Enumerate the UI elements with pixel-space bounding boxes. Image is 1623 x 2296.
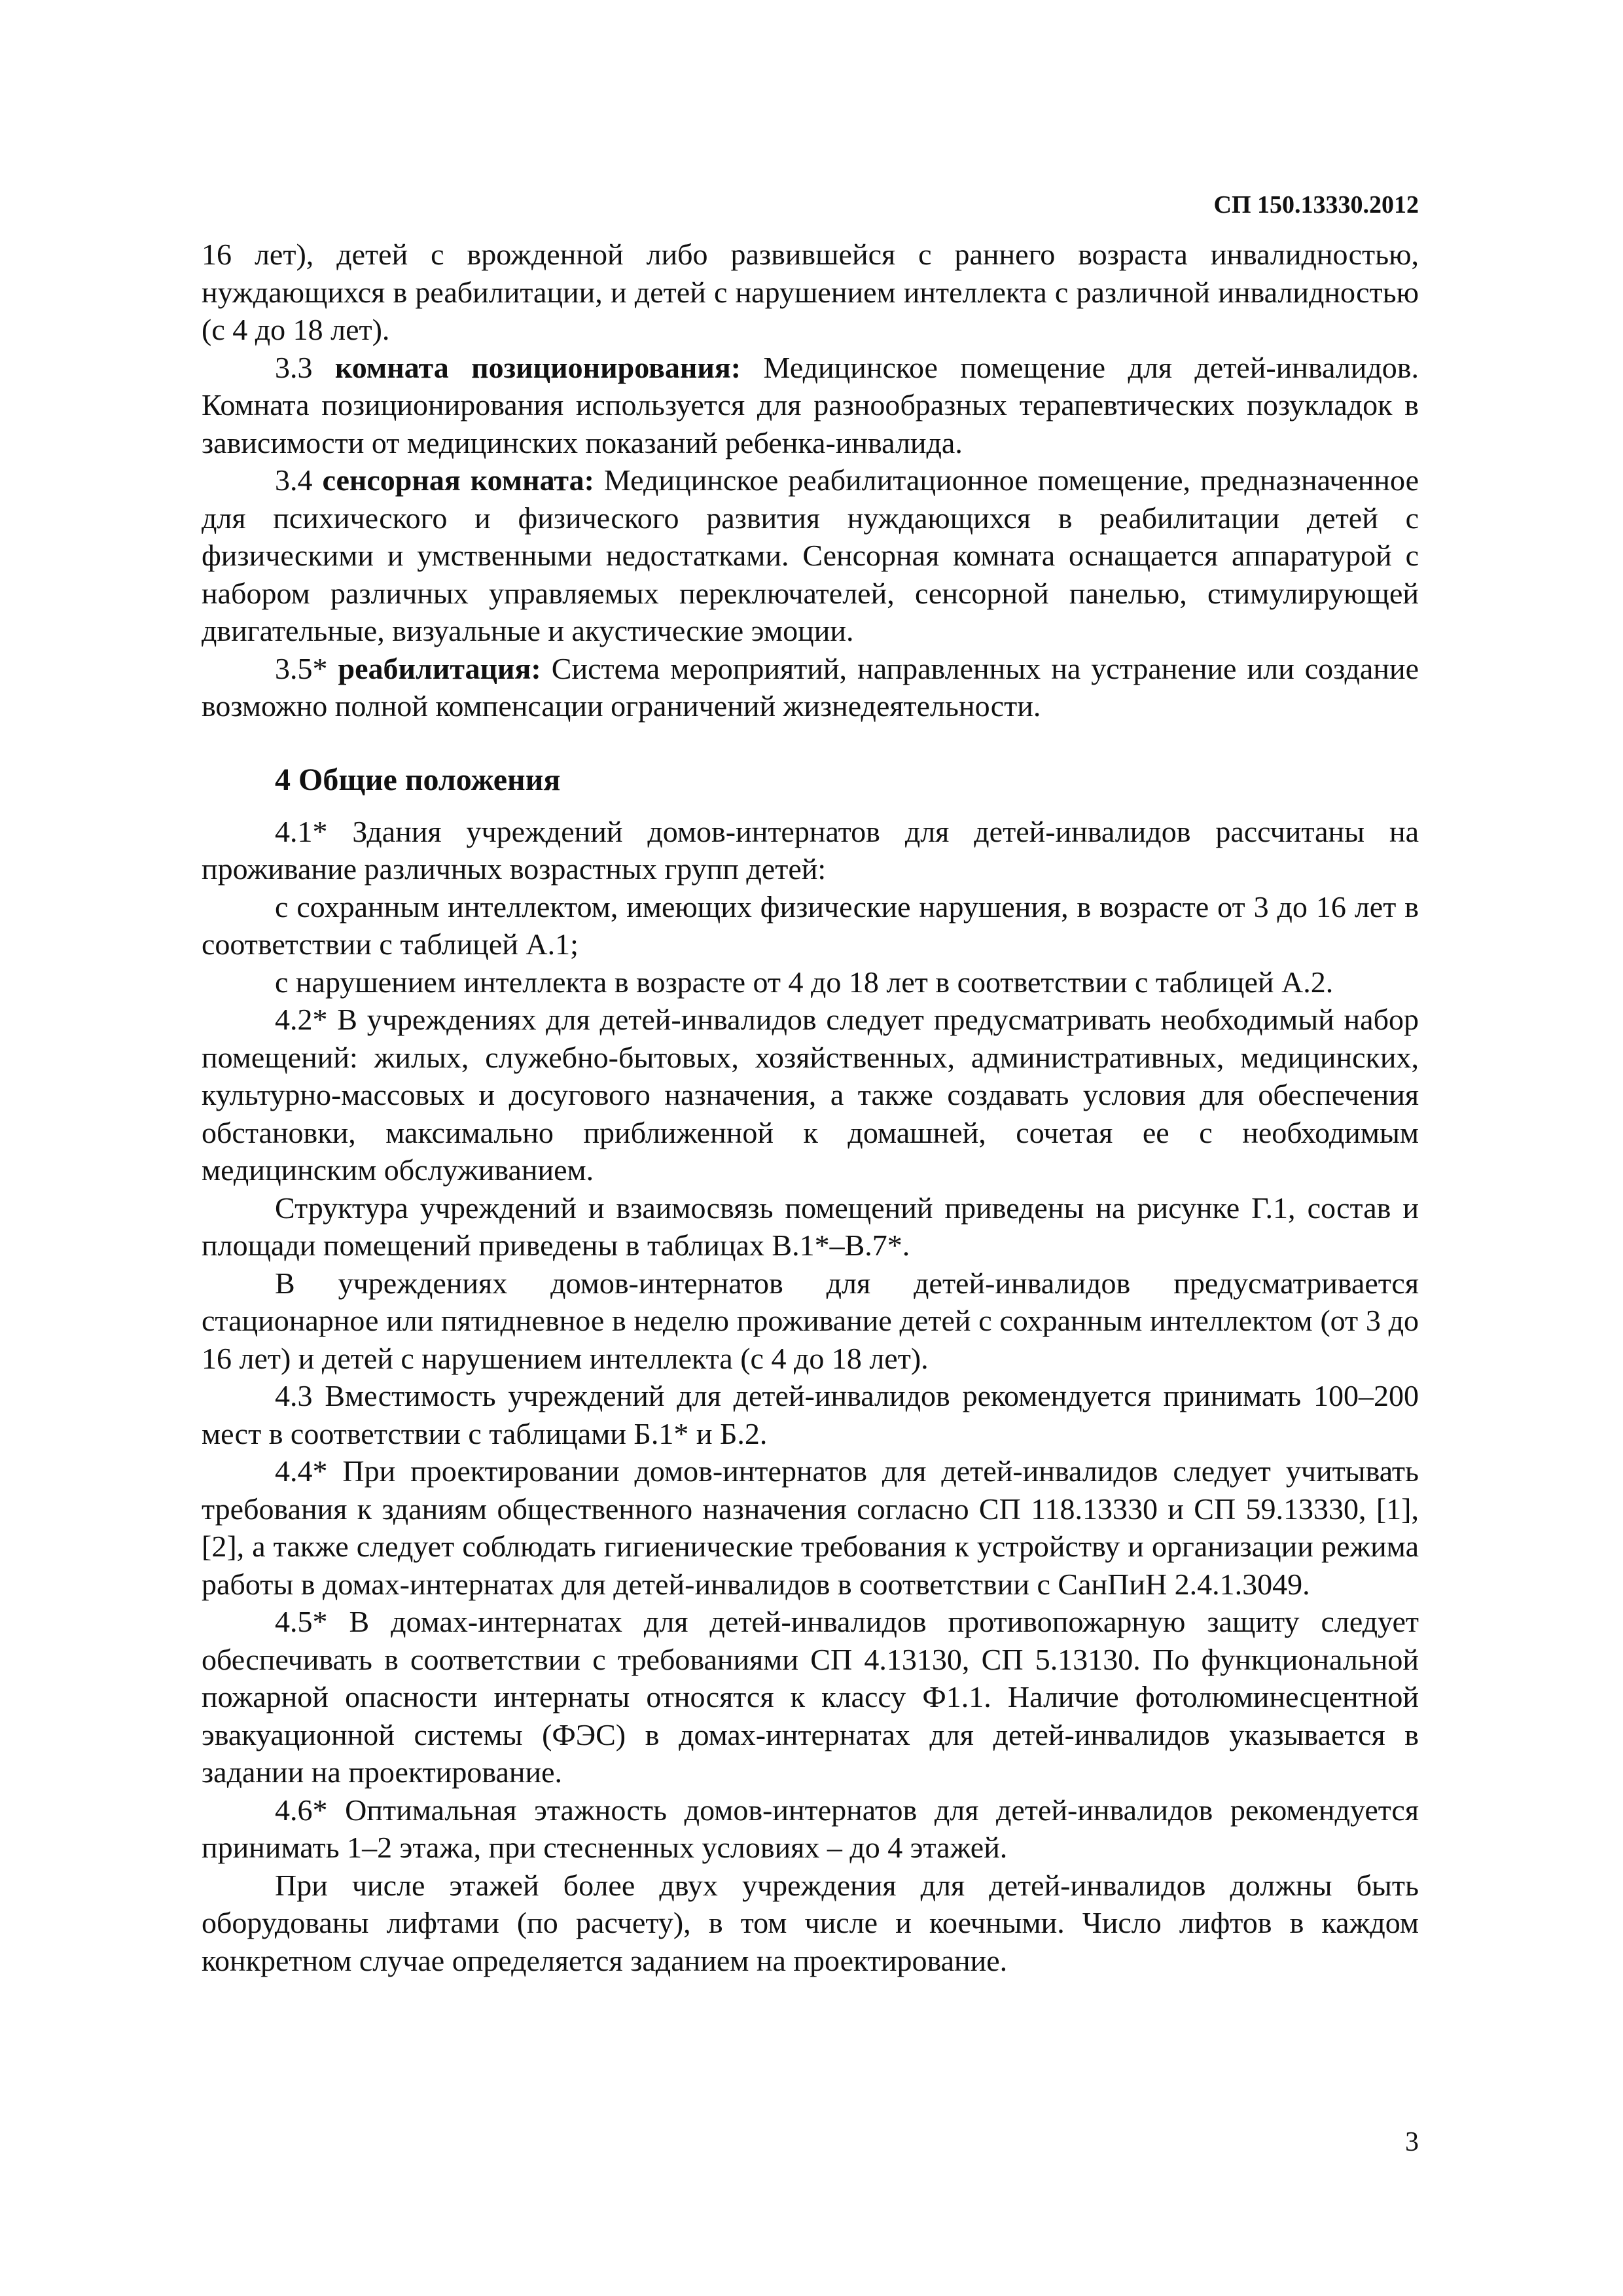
term-title: сенсорная комната: bbox=[322, 463, 594, 497]
term-3-3 bbox=[202, 349, 1419, 462]
term-definition: Медицинское реабилитационное помещение, предназначенное для психического и физического развития нуждающихся в реабилитации детей с физическими и умственными недостатками. Сенсорная комната оснащается аппаратурой с набором различных управляемых переключателей, сенсорной панелью, стимулирующей двигательные, визуальные и акустические эмоции. bbox=[202, 463, 1419, 647]
paragraph-elevators: При числе этажей более двух учреждения для детей-инвалидов должны быть оборудованы лифтами (по расчету), в том числе и коечными. Число лифтов в каждом конкретном случае определяется заданием на проектирование. bbox=[202, 1868, 1419, 1977]
term-definition: Медицинское помещение для детей-инвалидов. Комната позиционирования используется для разнообразных терапевтических позукладок в зависимости от медицинских показаний ребенка-инвалида. bbox=[202, 350, 1419, 459]
paragraph-4-5: 4.5* В домах-интернатах для детей-инвалидов противопожарную защиту следует обеспечивать в соответствии с требованиями СП 4.13130, СП 5.13130. По функциональной пожарной опасности интернаты относятся к классу Ф1.1. Наличие фотолюминесцентной эвакуационной системы (ФЭС) в домах-интернатах для детей-инвалидов указывается в задании на проектирование. bbox=[202, 1605, 1419, 1789]
document-page bbox=[202, 188, 1419, 2237]
term-definition: Система мероприятий, направленных на устранение или создание возможно полной компенсации ограничений жизнедеятельности. bbox=[202, 651, 1419, 723]
paragraph-4-2: 4.2* В учреждениях для детей-инвалидов следует предусматривать необходимый набор помещений: жилых, служебно-бытовых, хозяйственных, административных, медицинских, культурно-массовых и досугового назначения, а также создавать условия для обеспечения обстановки, максимально приближенной к домашней, сочетая ее с необходимым медицинским обслуживанием. bbox=[202, 1003, 1419, 1187]
term-3-4 bbox=[202, 461, 1419, 650]
term-number: 3.5* bbox=[275, 651, 328, 685]
document-body bbox=[202, 236, 1419, 1979]
term-number: 3.4 bbox=[275, 463, 313, 497]
paragraph-4-4: 4.4* При проектировании домов-интернатов для детей-инвалидов следует учитывать требования к зданиям общественного назначения согласно СП 118.13330 и СП 59.13330, [1], [2], а также следует соблюдать гигиенические требования к устройству и организации режима работы в домах-интернатах для детей-инвалидов в соответствии с СанПиН 2.4.1.3049. bbox=[202, 1454, 1419, 1601]
term-3-5 bbox=[202, 650, 1419, 725]
page-number: 3 bbox=[1405, 2127, 1419, 2157]
section-heading: 4 Общие положения bbox=[275, 762, 561, 797]
paragraph-residence: В учреждениях домов-интернатов для детей-инвалидов предусматривается стационарное или пятидневное в неделю проживание детей с сохранным интеллектом (от 3 до 16 лет) и детей с нарушением интеллекта (с 4 до 18 лет). bbox=[202, 1266, 1419, 1375]
paragraph-4-3: 4.3 Вместимость учреждений для детей-инвалидов рекомендуется принимать 100–200 мест в соответствии с таблицами Б.1* и Б.2. bbox=[202, 1379, 1419, 1450]
list-item-intellect-preserved: с сохранным интеллектом, имеющих физические нарушения, в возрасте от 3 до 16 лет в соответствии с таблицей А.1; bbox=[202, 889, 1419, 961]
document-code: СП 150.13330.2012 bbox=[1213, 191, 1419, 219]
continuation-paragraph: 16 лет), детей с врожденной либо развившейся с раннего возраста инвалидностью, нуждающихся в реабилитации, и детей с нарушением интеллекта с различной инвалидностью (с 4 до 18 лет). bbox=[202, 238, 1419, 346]
paragraph-4-6: 4.6* Оптимальная этажность домов-интернатов для детей-инвалидов рекомендуется принимать 1–2 этажа, при стесненных условиях – до 4 этажей. bbox=[202, 1793, 1419, 1864]
term-title: комната позиционирования: bbox=[334, 350, 741, 384]
term-number: 3.3 bbox=[275, 350, 313, 384]
term-title: реабилитация: bbox=[338, 651, 541, 685]
paragraph-4-1: 4.1* Здания учреждений домов-интернатов для детей-инвалидов рассчитаны на проживание различных возрастных групп детей: bbox=[202, 814, 1419, 886]
paragraph-structure: Структура учреждений и взаимосвязь помещений приведены на рисунке Г.1, состав и площади помещений приведены в таблицах В.1*–В.7*. bbox=[202, 1191, 1419, 1262]
list-item-intellect-impaired: с нарушением интеллекта в возрасте от 4 до 18 лет в соответствии с таблицей А.2. bbox=[275, 965, 1334, 999]
